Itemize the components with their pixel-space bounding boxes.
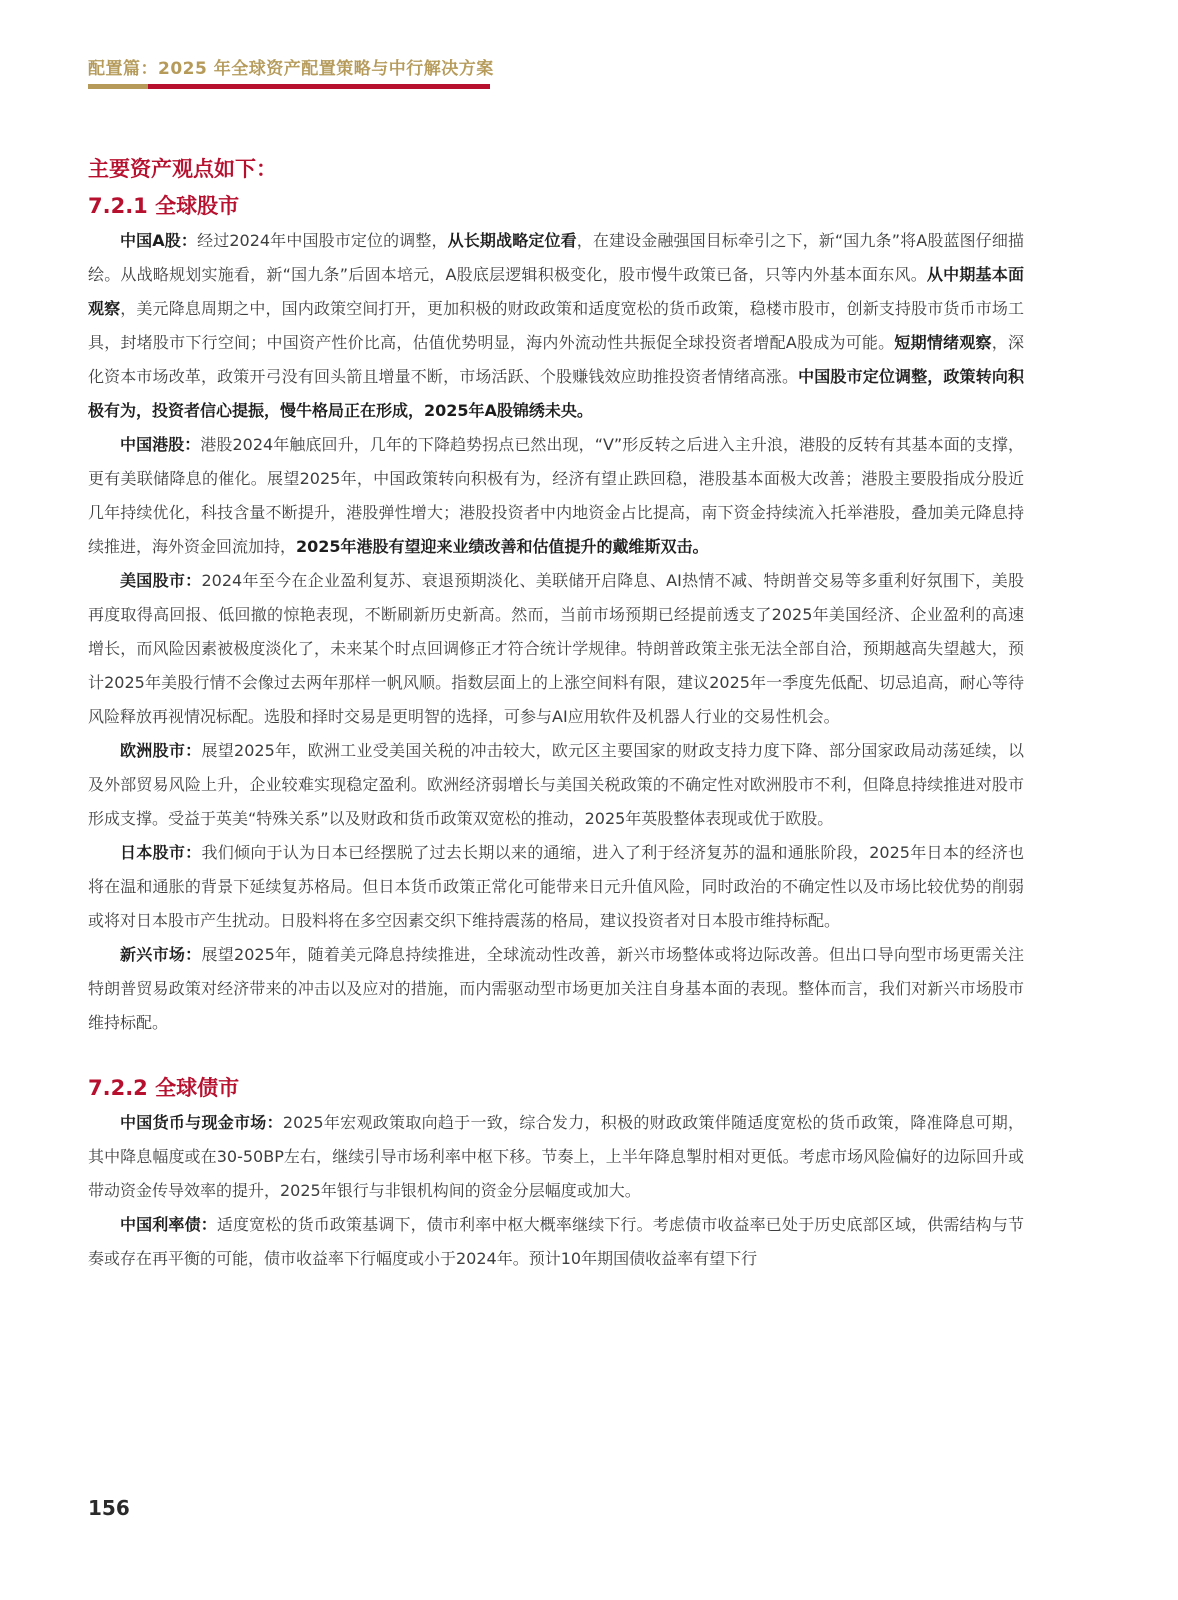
para-emphasis: 短期情绪观察 [894,333,992,352]
paragraph-china-rate-bonds [88,1208,1024,1276]
paragraph-china-money-market [88,1106,1024,1208]
page-number: 156 [88,1496,130,1520]
para-label: 中国A股： [120,231,198,250]
para-text: 经过2024年中国股市定位的调整， [197,231,448,250]
paragraph-japan-stocks [88,836,1024,938]
section-heading-bonds: 7.2.2 全球债市 [88,1076,240,1100]
para-emphasis: 从长期战略定位看 [447,231,577,250]
para-text: 港股2024年触底回升，几年的下降趋势拐点已然出现，“V”形反转之后进入主升浪，港股的反转有其基本面的支撑，更有美联储降息的催化。展望2025年，中国政策转向积极有为，经济有望止跌回稳，港股基本面极大改善；港股主要股指成分股近几年持续优化，科技含量不断提升，港股弹性增大；港股投资者中内地资金占比提高，南下资金持续流入托举港股，叠加美元降息持续推进，海外资金回流加持， [88,435,1024,556]
paragraph-us-stocks [88,564,1024,734]
para-emphasis: 2025年港股有望迎来业绩改善和估值提升的戴维斯双击。 [296,537,709,556]
header-rule [88,84,490,89]
para-text: 适度宽松的货币政策基调下，债市利率中枢大概率继续下行。考虑债市收益率已处于历史底部区域，供需结构与节奏或存在再平衡的可能，债市收益率下行幅度或小于2024年。预计10年期国债收益率有望下行 [88,1215,1024,1268]
header-rule-red [148,84,490,89]
para-label: 中国利率债： [120,1215,217,1234]
para-text: 展望2025年，欧洲工业受美国关税的冲击较大，欧元区主要国家的财政支持力度下降、部分国家政局动荡延续，以及外部贸易风险上升，企业较难实现稳定盈利。欧洲经济弱增长与美国关税政策的不确定性对欧洲股市不利，但降息持续推进对股市形成支撑。受益于英美“特殊关系”以及财政和货币政策双宽松的推动，2025年英股整体表现或优于欧股。 [88,741,1024,828]
header-rule-gold [88,84,148,89]
para-label: 新兴市场： [120,945,202,964]
para-emphasis: 中国股市定位调整，政策转向积极有为，投资者信心提振，慢牛格局正在形成，2025年A股锦绣未央。 [88,367,1024,420]
para-label: 欧洲股市： [120,741,202,760]
para-text: 2025年宏观政策取向趋于一致，综合发力，积极的财政政策伴随适度宽松的货币政策，降准降息可期，其中降息幅度或在30-50BP左右，继续引导市场利率中枢下移。节奏上，上半年降息掣肘相对更低。考虑市场风险偏好的边际回升或带动资金传导效率的提升，2025年银行与非银机构间的资金分层幅度或加大。 [88,1113,1024,1200]
para-text: ，美元降息周期之中，国内政策空间打开，更加积极的财政政策和适度宽松的货币政策，稳楼市股市，创新支持股市货币市场工具，封堵股市下行空间；中国资产性价比高，估值优势明显，海内外流动性共振促全球投资者增配A股成为可能。 [88,299,1024,352]
paragraph-china-a-shares [88,224,1024,428]
para-label: 中国货币与现金市场： [120,1113,283,1132]
para-label: 日本股市： [120,843,202,862]
para-text: 我们倾向于认为日本已经摆脱了过去长期以来的通缩，进入了利于经济复苏的温和通胀阶段，2025年日本的经济也将在温和通胀的背景下延续复苏格局。但日本货币政策正常化可能带来日元升值风险，同时政治的不确定性以及市场比较优势的削弱或将对日本股市产生扰动。日股料将在多空因素交织下维持震荡的格局，建议投资者对日本股市维持标配。 [88,843,1024,930]
para-text: 展望2025年，随着美元降息持续推进，全球流动性改善，新兴市场整体或将边际改善。但出口导向型市场更需关注特朗普贸易政策对经济带来的冲击以及应对的措施，而内需驱动型市场更加关注自身基本面的表现。整体而言，我们对新兴市场股市维持标配。 [88,945,1024,1032]
main-heading: 主要资产观点如下： [88,157,277,181]
para-text: ，在建设金融强国目标牵引之下，新“国九条”将A股蓝图仔细描绘。从战略规划实施看，新“国九条”后固本培元，A股底层逻辑积极变化，股市慢牛政策已备，只等内外基本面东风。 [88,231,1024,284]
paragraph-europe-stocks [88,734,1024,836]
para-text: ，深化资本市场改革，政策开弓没有回头箭且增量不断，市场活跃、个股赚钱效应助推投资者情绪高涨。 [88,333,1024,386]
paragraph-hong-kong-stocks [88,428,1024,564]
para-text: 2024年至今在企业盈利复苏、衰退预期淡化、美联储开启降息、AI热情不减、特朗普交易等多重利好氛围下，美股再度取得高回报、低回撤的惊艳表现，不断刷新历史新高。然而，当前市场预期已经提前透支了2025年美国经济、企业盈利的高速增长，而风险因素被极度淡化了，未来某个时点回调修正才符合统计学规律。特朗普政策主张无法全部自洽，预期越高失望越大，预计2025年美股行情不会像过去两年那样一帆风顺。指数层面上的上涨空间料有限，建议2025年一季度先低配、切忌追高，耐心等待风险释放再视情况标配。选股和择时交易是更明智的选择，可参与AI应用软件及机器人行业的交易性机会。 [88,571,1024,726]
paragraph-emerging-markets [88,938,1024,1040]
para-emphasis: 从中期基本面观察 [88,265,1024,318]
para-label: 美国股市： [120,571,202,590]
running-header: 配置篇：2025 年全球资产配置策略与中行解决方案 [88,59,494,79]
section-heading-equities: 7.2.1 全球股市 [88,194,240,218]
para-label: 中国港股： [120,435,201,454]
page-content [88,150,1024,1276]
